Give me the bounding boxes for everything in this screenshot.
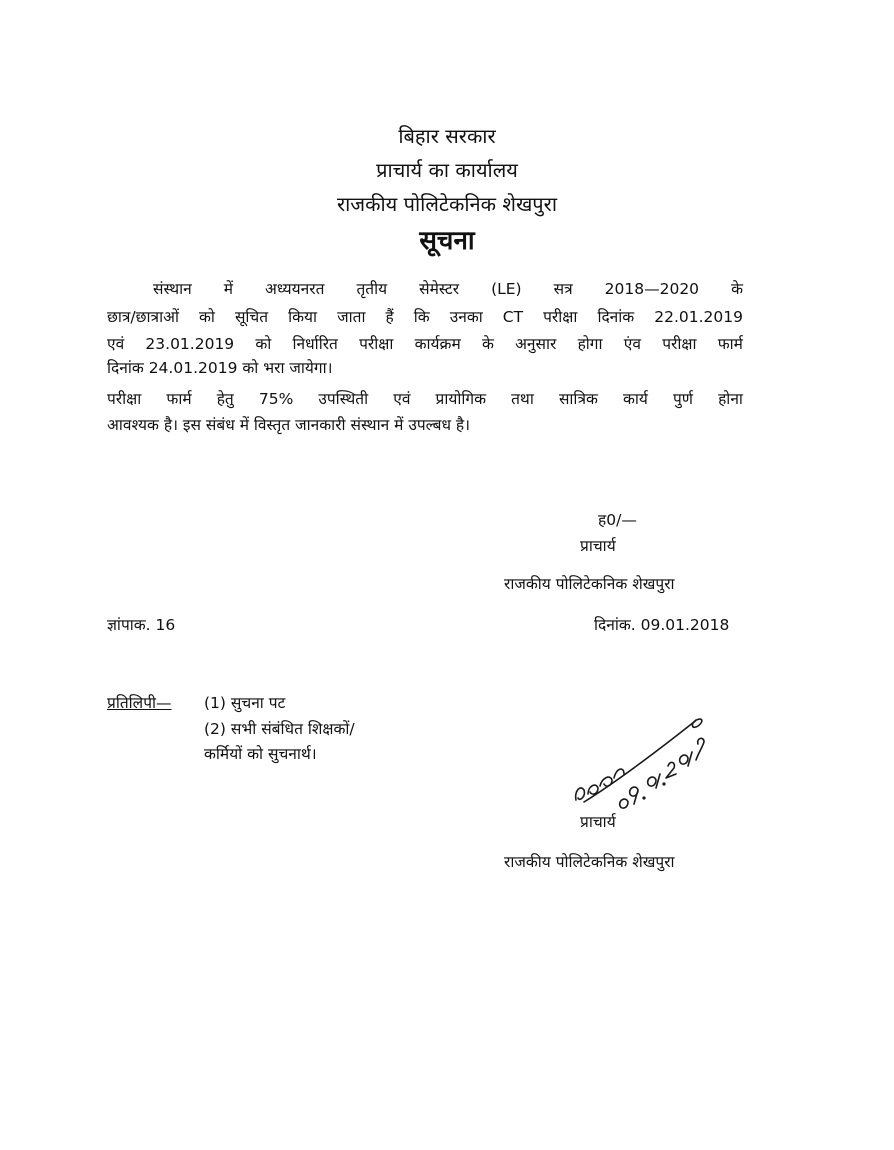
paragraph1-line1 xyxy=(153,279,743,299)
paragraph1-line3 xyxy=(107,334,743,354)
paragraph-word: किया xyxy=(288,308,318,326)
copy-to-item-1: (1) सुचना पट xyxy=(204,694,286,712)
copy-to-item-2: (2) सभी संबंधित शिक्षकों/ xyxy=(204,720,355,738)
paragraph-word: परीक्षा xyxy=(543,308,578,326)
paragraph-word: को xyxy=(255,335,272,353)
paragraph1-line4 xyxy=(107,358,743,378)
memo-number: ज्ञांपाक. 16 xyxy=(107,616,176,634)
paragraph-word: छात्र/छात्राओं xyxy=(107,308,179,326)
header-office: प्राचार्य का कार्यालय xyxy=(376,158,518,182)
paragraph-word: दिनांक xyxy=(597,308,635,326)
signatory-institution: राजकीय पोलिटेकनिक शेखपुरा xyxy=(504,575,675,593)
paragraph-word: जाता xyxy=(337,308,366,326)
paragraph-word: सात्रिक xyxy=(558,390,598,408)
paragraph-word: पुर्ण xyxy=(672,390,693,408)
paragraph-word: के xyxy=(731,280,743,298)
copy-to-label: प्रतिलिपी— xyxy=(107,694,172,712)
paragraph-word: हैं xyxy=(385,308,394,326)
paragraph-word: कार्यक्रम xyxy=(414,335,461,353)
paragraph-word: फार्म xyxy=(166,390,192,408)
paragraph-word: 23.01.2019 xyxy=(145,335,235,353)
paragraph-word: कि xyxy=(413,308,430,326)
paragraph-word: संस्थान xyxy=(153,280,192,298)
paragraph-word: एवं xyxy=(107,335,125,353)
paragraph-word: CT xyxy=(502,308,524,326)
paragraph-word: परीक्षा xyxy=(107,390,142,408)
paragraph-word: सेमेस्टर xyxy=(419,280,460,298)
header-government: बिहार सरकार xyxy=(398,124,496,148)
header-institution: राजकीय पोलिटेकनिक शेखपुरा xyxy=(336,192,558,216)
paragraph-word: एंव xyxy=(623,335,641,353)
paragraph-word: (LE) xyxy=(491,280,522,298)
paragraph-word: उनका xyxy=(449,308,483,326)
paragraph-word: दिनांक 24.01.2019 को भरा जायेगा। xyxy=(107,359,333,377)
paragraph-word: एवं xyxy=(393,390,411,408)
memo-date: दिनांक. 09.01.2018 xyxy=(594,616,730,634)
handwritten-signature xyxy=(566,714,716,824)
paragraph-word: परीक्षा xyxy=(359,335,394,353)
paragraph-word: कार्य xyxy=(622,390,648,408)
paragraph-word: 22.01.2019 xyxy=(654,308,743,326)
paragraph-word: तथा xyxy=(511,390,534,408)
paragraph-word: में xyxy=(223,280,234,298)
paragraph-word: प्रायोगिक xyxy=(435,390,487,408)
paragraph-word: फार्म xyxy=(717,335,743,353)
paragraph-word: परीक्षा xyxy=(662,335,697,353)
copy-to-item-2-continued: कर्मियों को सुचनार्थ। xyxy=(204,745,317,763)
paragraph1-line2 xyxy=(107,307,743,327)
paragraph-word: अनुसार xyxy=(515,335,557,353)
paragraph-word: 2018—2020 xyxy=(604,280,700,298)
notice-title: सूचना xyxy=(419,226,475,256)
paragraph-word: को xyxy=(198,308,215,326)
paragraph-word: हेतु xyxy=(216,390,234,408)
paragraph-word: होगा xyxy=(577,335,603,353)
signatory-designation-2: प्राचार्य xyxy=(580,813,616,831)
paragraph-word: 75% xyxy=(258,390,294,408)
signatory-institution-2: राजकीय पोलिटेकनिक शेखपुरा xyxy=(504,853,675,871)
paragraph-word: के xyxy=(481,335,494,353)
signatory-designation: प्राचार्य xyxy=(580,537,616,555)
paragraph2-line1 xyxy=(107,389,743,409)
paragraph2-line2 xyxy=(107,415,743,435)
signed-mark: ह0/— xyxy=(598,511,637,529)
paragraph-word: निर्धारित xyxy=(292,335,338,353)
paragraph-word: सूचित xyxy=(234,308,269,326)
paragraph-word: अध्ययनरत xyxy=(265,280,325,298)
paragraph-word: होना xyxy=(718,390,743,408)
paragraph-word: सत्र xyxy=(553,280,573,298)
paragraph-word: तृतीय xyxy=(356,280,388,298)
paragraph-word: उपस्थिती xyxy=(318,390,369,408)
paragraph-word: आवश्यक है। इस संबंध में विस्तृत जानकारी संस्थान में उपल्बध है। xyxy=(107,416,471,434)
